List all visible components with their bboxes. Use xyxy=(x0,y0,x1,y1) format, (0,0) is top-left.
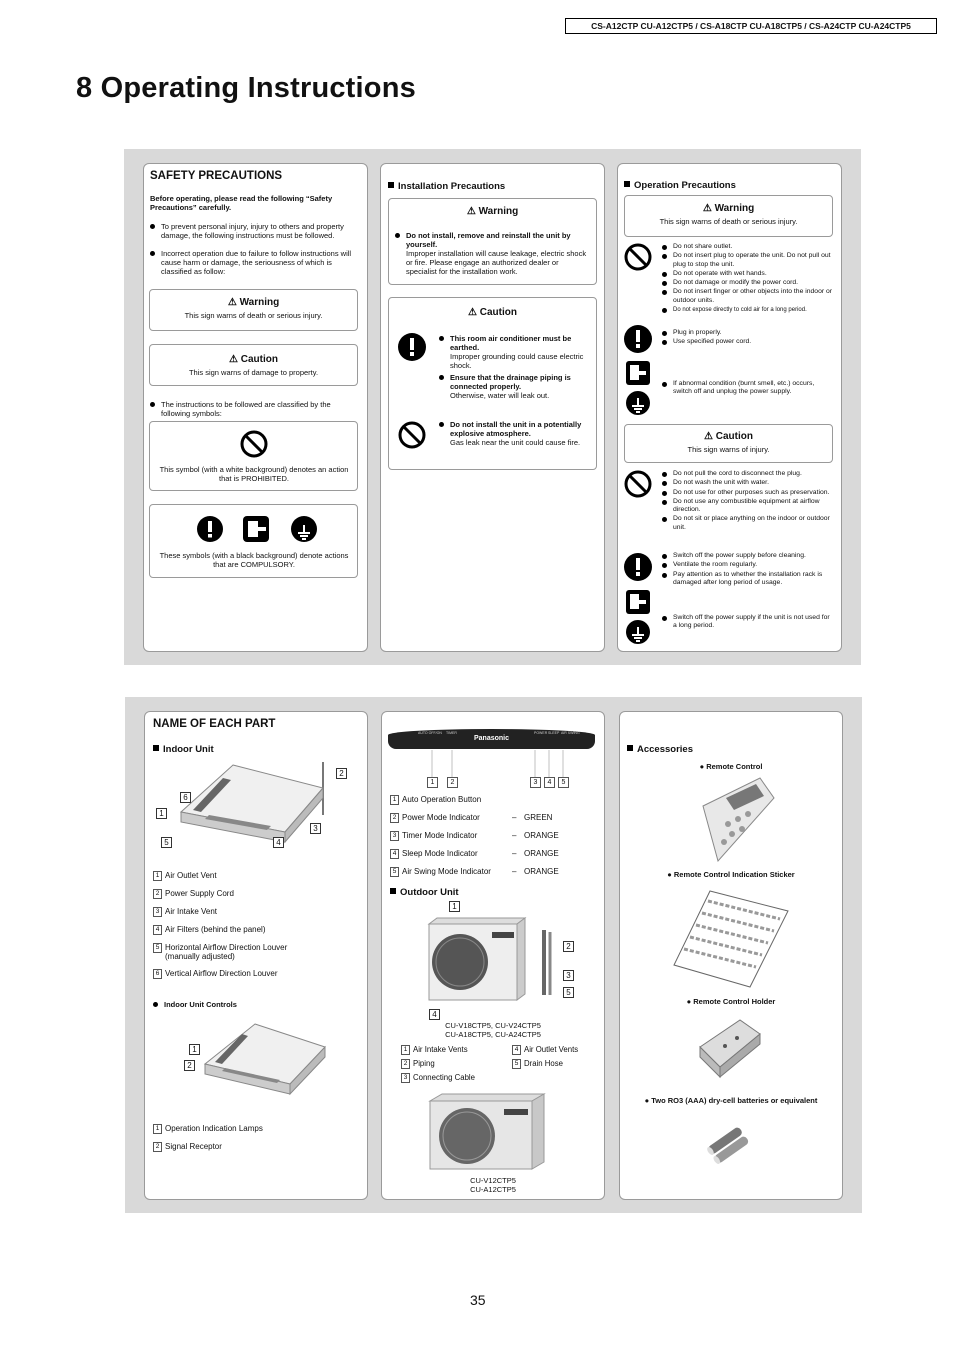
item-number: 4 xyxy=(390,849,399,859)
op-warn-prohibit-list xyxy=(662,243,834,315)
op-warn-item: Do not operate with wet hands. xyxy=(662,270,834,278)
indicator-item xyxy=(390,831,595,841)
callout-3: 3 xyxy=(563,970,574,981)
item-number: 3 xyxy=(390,831,399,841)
mandatory-action-icon xyxy=(196,515,224,543)
outdoor-part-label: Drain Hose xyxy=(524,1059,563,1069)
indicator-color: ORANGE xyxy=(524,831,559,840)
prohibited-icon xyxy=(239,429,269,459)
outdoor-model-line: CU-A18CTP5, CU-A24CTP5 xyxy=(445,1030,541,1039)
remote-holder-image xyxy=(695,1012,765,1082)
outdoor-unit-small-image xyxy=(422,1091,562,1173)
outdoor-unit-large-image xyxy=(417,910,567,1010)
outdoor-part-label: Air Outlet Vents xyxy=(524,1045,579,1055)
outdoor-part-label: Piping xyxy=(413,1059,435,1069)
op-caution-title: Caution xyxy=(715,431,753,442)
warning-triangle-icon: ⚠ xyxy=(227,297,237,308)
indoor-part-label: Horizontal Airflow Direction Louver (manually adjusted) xyxy=(165,943,288,961)
op-warning-text: This sign warns of death or serious injury. xyxy=(659,217,798,226)
op-caution-item: Do not wash the unit with water. xyxy=(662,479,834,487)
indicator-label: Sleep Mode Indicator xyxy=(402,849,478,859)
op-caution-text: This sign warns of injury. xyxy=(687,445,770,454)
op-warn-item: Do not share outlet. xyxy=(662,243,834,251)
strip-label: POWER xyxy=(534,731,548,735)
earth-ground-icon xyxy=(625,390,651,416)
installation-title xyxy=(388,181,505,192)
remote-control-image xyxy=(698,776,778,866)
warning-triangle-icon: ⚠ xyxy=(702,203,712,214)
callout-5: 5 xyxy=(563,987,574,998)
symbols-intro-list xyxy=(150,400,355,419)
caution-title: Caution xyxy=(240,354,278,365)
installation-title-text: Installation Precautions xyxy=(398,181,506,192)
install-caution-bold: This room air conditioner must be earthed. xyxy=(450,334,572,352)
accessory-label: ● Remote Control Indication Sticker xyxy=(667,870,795,879)
callout-1: 1 xyxy=(156,808,167,819)
strip-leader-lines xyxy=(382,748,604,778)
dash: – xyxy=(512,849,517,858)
controls-label: Operation Indication Lamps xyxy=(165,1124,263,1134)
indicator-item xyxy=(390,813,595,823)
caution-box xyxy=(149,344,358,386)
strip-label: SLEEP xyxy=(548,731,560,735)
operation-title xyxy=(624,180,736,191)
strip-callout: 3 xyxy=(530,777,541,788)
install-caution-text: Improper grounding could cause electric shock. xyxy=(450,352,584,370)
outdoor-part-label: Air Intake Vents xyxy=(413,1045,468,1055)
mandatory-action-icon xyxy=(397,332,427,362)
indoor-part-item xyxy=(153,925,358,935)
outdoor-model-line: CU-V12CTP5 xyxy=(470,1176,516,1185)
op-warn-item: Do not insert plug to operate the unit. Do not pull out plug to stop the unit. xyxy=(662,252,834,269)
unplug-icon xyxy=(625,360,651,386)
op-warn-abnormal-list xyxy=(662,380,832,398)
indicator-list xyxy=(390,795,595,885)
item-number: 6 xyxy=(153,969,162,979)
item-number: 5 xyxy=(390,867,399,877)
callout-4: 4 xyxy=(273,837,284,848)
op-warning-box xyxy=(624,195,833,237)
item-number: 3 xyxy=(401,1073,410,1083)
indoor-controls-image xyxy=(200,1022,330,1102)
op-caution-prohibit-list xyxy=(662,470,834,533)
outdoor-model-line: CU-V18CTP5, CU-V24CTP5 xyxy=(445,1021,541,1030)
op-caution-item: Switch off the power supply if the unit is not used for a long period. xyxy=(662,614,834,631)
dash: – xyxy=(512,813,517,822)
op-warn-item: Do not expose directly to cold air for a long period. xyxy=(662,306,834,314)
indoor-part-label: Vertical Airflow Direction Louver xyxy=(165,969,278,979)
mandatory-action-icon xyxy=(623,324,653,354)
accessory-label: ● Remote Control Holder xyxy=(686,997,776,1006)
symbols-intro: The instructions to be followed are classified by the following symbols: xyxy=(150,400,355,418)
strip-label: TIMER xyxy=(446,731,457,735)
op-caution-item: Do not use for other purposes such as preservation. xyxy=(662,489,834,497)
indoor-parts-list xyxy=(153,871,358,987)
unplug-icon xyxy=(242,515,270,543)
op-caution-item: Do not use any combustible equipment at airflow direction. xyxy=(662,498,834,515)
outdoor-models-small xyxy=(382,1177,604,1194)
callout-5: 5 xyxy=(161,837,172,848)
op-caution-item: Do not sit or place anything on the indoor or outdoor unit. xyxy=(662,515,834,532)
indoor-part-item xyxy=(153,907,358,917)
indicator-strip xyxy=(388,729,595,749)
indoor-title xyxy=(153,744,214,755)
indoor-part-label: Air Intake Vent xyxy=(165,907,218,917)
outdoor-title xyxy=(390,887,459,898)
callout-2: 2 xyxy=(184,1060,195,1071)
controls-label: Signal Receptor xyxy=(165,1142,222,1152)
strip-label: AIR SWING xyxy=(561,731,580,735)
item-number: 1 xyxy=(390,795,399,805)
callout-4: 4 xyxy=(429,1009,440,1020)
item-number: 2 xyxy=(153,1142,162,1152)
outdoor-parts-list xyxy=(401,1045,596,1087)
op-warn-item: Do not insert finger or other objects into the indoor or outdoor units. xyxy=(662,288,834,305)
item-number: 4 xyxy=(153,925,162,935)
dash: – xyxy=(512,831,517,840)
callout-3: 3 xyxy=(310,823,321,834)
op-warn-item: Do not damage or modify the power cord. xyxy=(662,279,834,287)
indicator-label: Timer Mode Indicator xyxy=(402,831,478,841)
install-warning-item xyxy=(395,231,590,276)
item-number: 2 xyxy=(153,889,162,899)
item-number: 1 xyxy=(401,1045,410,1055)
callout-2: 2 xyxy=(563,941,574,952)
indicator-label: Auto Operation Button xyxy=(402,795,482,805)
indicator-color: ORANGE xyxy=(524,849,559,858)
item-number: 3 xyxy=(153,907,162,917)
safety-title: SAFETY PRECAUTIONS xyxy=(150,170,283,182)
accessory-text: Two RO3 (AAA) dry-cell batteries or equivalent xyxy=(651,1096,818,1105)
model-numbers: CS-A12CTP CU-A12CTP5 / CS-A18CTP CU-A18CTP5 / CS-A24CTP CU-A24CTP5 xyxy=(565,18,937,34)
install-warning-title: Warning xyxy=(478,206,519,217)
install-caution-bold: Do not install the unit in a potentially explosive atmosphere. xyxy=(450,420,582,438)
accessories-title-text: Accessories xyxy=(637,744,693,755)
indoor-title-text: Indoor Unit xyxy=(163,744,214,755)
page-number: 35 xyxy=(470,1292,486,1308)
op-caution-item: Switch off the power supply before cleaning. xyxy=(662,552,834,560)
accessory-label: ● Two RO3 (AAA) dry-cell batteries or equivalent xyxy=(644,1096,818,1105)
warning-triangle-icon: ⚠ xyxy=(466,206,476,217)
parts-title: NAME OF EACH PART xyxy=(153,718,276,730)
indicators-panel xyxy=(381,711,605,1200)
indoor-unit-image xyxy=(173,760,363,860)
compulsory-box xyxy=(149,504,358,578)
install-caution-text: Gas leak near the unit could cause fire. xyxy=(450,438,581,447)
outdoor-part-row xyxy=(401,1045,596,1059)
caution-triangle-icon: ⚠ xyxy=(229,354,238,365)
safety-bullets xyxy=(150,222,355,277)
prohibited-text: This symbol (with a white background) denotes an action that is PROHIBITED. xyxy=(159,465,349,483)
indoor-part-label: Power Supply Cord xyxy=(165,889,234,899)
callout-6: 6 xyxy=(180,792,191,803)
strip-callout: 5 xyxy=(558,777,569,788)
controls-title: Indoor Unit Controls xyxy=(153,1000,353,1009)
indicator-item xyxy=(390,867,595,877)
mandatory-action-icon xyxy=(623,552,653,582)
op-warn-item: If abnormal condition (burnt smell, etc.) occurs, switch off and unplug the power supply. xyxy=(662,380,832,397)
item-number: 2 xyxy=(401,1059,410,1069)
op-caution-unplug-list xyxy=(662,614,834,632)
op-warning-title: Warning xyxy=(714,203,755,214)
indoor-part-item xyxy=(153,969,358,979)
prohibited-icon xyxy=(623,242,653,272)
prohibited-icon xyxy=(397,420,427,450)
safety-panel xyxy=(143,163,368,652)
indoor-part-item xyxy=(153,943,358,961)
op-caution-item: Pay attention as to whether the installation rack is damaged after long period of usage. xyxy=(662,571,834,588)
install-caution-list-1 xyxy=(439,334,589,401)
item-number: 1 xyxy=(153,1124,162,1134)
strip-label: AUTO OFF/ON xyxy=(418,731,442,735)
caution-triangle-icon: ⚠ xyxy=(468,307,477,318)
installation-panel xyxy=(380,163,605,652)
operation-panel xyxy=(617,163,842,652)
prohibited-icon xyxy=(623,469,653,499)
outdoor-title-text: Outdoor Unit xyxy=(400,887,459,898)
accessories-title xyxy=(627,744,693,755)
install-caution-item xyxy=(439,334,589,370)
safety-intro: Before operating, please read the following “Safety Precautions” carefully. xyxy=(150,194,333,212)
warning-title: Warning xyxy=(239,297,280,308)
indicator-label: Power Mode Indicator xyxy=(402,813,480,823)
caution-triangle-icon: ⚠ xyxy=(704,431,713,442)
install-caution-box xyxy=(388,297,597,470)
brand-logo: Panasonic xyxy=(474,735,510,742)
install-caution-item xyxy=(439,420,589,447)
section-title: 8 Operating Instructions xyxy=(76,72,416,104)
install-caution-bold: Ensure that the drainage piping is connected properly. xyxy=(450,373,571,391)
accessory-text: Remote Control Indication Sticker xyxy=(673,870,795,879)
indicator-color: GREEN xyxy=(524,813,553,822)
outdoor-part-label: Connecting Cable xyxy=(413,1073,475,1083)
op-warn-item: Plug in properly. xyxy=(662,329,834,337)
controls-item xyxy=(153,1142,358,1152)
op-caution-item: Ventilate the room regularly. xyxy=(662,561,834,569)
op-caution-box xyxy=(624,424,833,463)
install-warning-box xyxy=(388,198,597,285)
indoor-part-item xyxy=(153,871,358,881)
item-number: 1 xyxy=(153,871,162,881)
compulsory-text: These symbols (with a black background) denote actions that are COMPULSORY. xyxy=(159,551,349,569)
indicator-color: ORANGE xyxy=(524,867,559,876)
install-warning-text: Improper installation will cause leakage, electric shock or fire. Please engage an authorized dealer or specialist for the installation work. xyxy=(406,249,587,276)
op-caution-compulsory-list xyxy=(662,552,834,588)
item-number: 5 xyxy=(512,1059,521,1069)
earth-ground-icon xyxy=(625,619,651,645)
indoor-panel xyxy=(144,711,368,1200)
outdoor-models-large xyxy=(382,1021,604,1039)
install-caution-title: Caution xyxy=(479,307,517,318)
controls-list xyxy=(153,1124,358,1160)
item-number: 4 xyxy=(512,1045,521,1055)
install-caution-item xyxy=(439,373,589,400)
dash: – xyxy=(512,867,517,876)
outdoor-model-line: CU-A12CTP5 xyxy=(470,1184,516,1194)
strip-callout: 4 xyxy=(544,777,555,788)
accessory-text: Remote Control xyxy=(706,762,763,771)
accessory-text: Remote Control Holder xyxy=(693,997,776,1006)
install-caution-text: Otherwise, water will leak out. xyxy=(450,391,550,400)
earth-ground-icon xyxy=(290,515,318,543)
batteries-image xyxy=(705,1124,755,1164)
strip-callout: 2 xyxy=(447,777,458,788)
install-warning-list xyxy=(395,231,590,276)
prohibited-box xyxy=(149,421,358,491)
op-warn-item: Use specified power cord. xyxy=(662,338,834,346)
warning-text: This sign warns of death or serious injury. xyxy=(184,311,323,320)
outdoor-part-row xyxy=(401,1059,596,1073)
controls-item xyxy=(153,1124,358,1134)
warning-box xyxy=(149,289,358,331)
operation-title-text: Operation Precautions xyxy=(634,180,736,191)
callout-1: 1 xyxy=(189,1044,200,1055)
callout-2: 2 xyxy=(336,768,347,779)
install-warning-bold: Do not install, remove and reinstall the unit by yourself. xyxy=(406,231,571,249)
safety-bullet: To prevent personal injury, injury to others and property damage, the following instructions must be followed. xyxy=(150,222,355,240)
indoor-part-item xyxy=(153,889,358,899)
strip-callout: 1 xyxy=(427,777,438,788)
indicator-item xyxy=(390,795,595,805)
caution-text: This sign warns of damage to property. xyxy=(188,368,319,377)
install-caution-list-2 xyxy=(439,420,589,448)
accessory-label: ● Remote Control xyxy=(699,762,763,771)
callout-1: 1 xyxy=(449,901,460,912)
indoor-part-label: Air Outlet Vent xyxy=(165,871,217,881)
indicator-label: Air Swing Mode Indicator xyxy=(402,867,491,877)
op-caution-item: Do not pull the cord to disconnect the plug. xyxy=(662,470,834,478)
unplug-icon xyxy=(625,589,651,615)
outdoor-part-row xyxy=(401,1073,596,1087)
controls-heading xyxy=(153,1000,353,1010)
indication-sticker-image xyxy=(670,887,790,992)
accessories-panel xyxy=(619,711,843,1200)
indicator-item xyxy=(390,849,595,859)
item-number: 2 xyxy=(390,813,399,823)
safety-bullet: Incorrect operation due to failure to follow instructions will cause harm or damage, the seriousness of which is classified as follow: xyxy=(150,249,355,276)
item-number: 5 xyxy=(153,943,162,953)
op-warn-compulsory-list xyxy=(662,329,834,348)
indoor-part-label: Air Filters (behind the panel) xyxy=(165,925,266,935)
